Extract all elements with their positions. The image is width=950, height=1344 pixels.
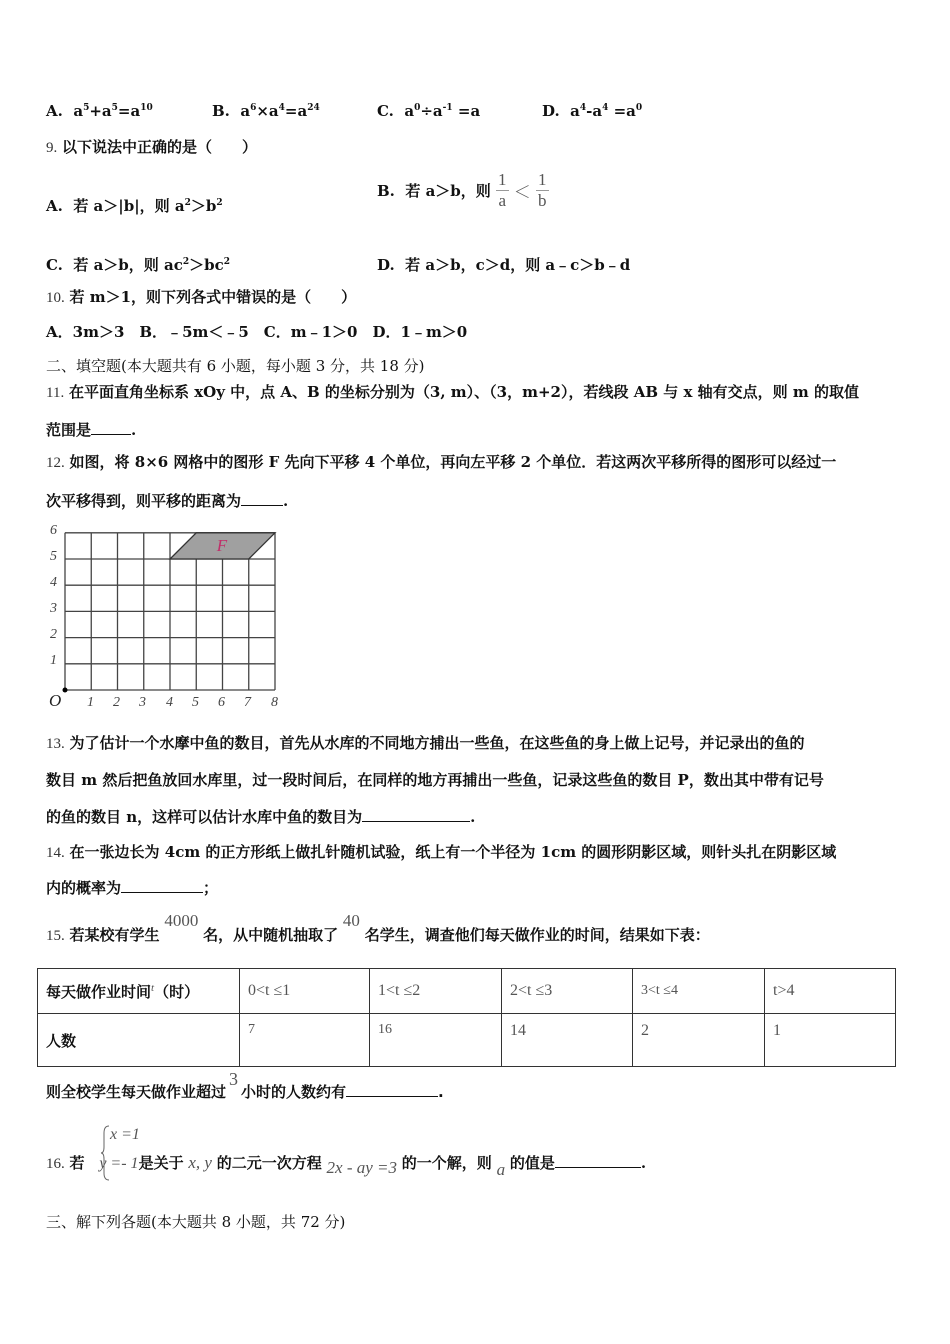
- option-label: D.: [377, 256, 395, 274]
- interval-cell: 0<t ≤1: [240, 969, 370, 1014]
- section-2-title: 二、填空题(本大题共有 6 小题，每小题 3 分，共 18 分): [46, 357, 425, 375]
- coordinate-grid: [46, 520, 296, 710]
- svg-text:1: 1: [87, 695, 94, 710]
- equation-x: x =1: [110, 1126, 140, 1143]
- q13-line-2: 数目 m 然后把鱼放回水库里，过一段时间后，在同样的地方再捕出一些鱼，记录这些鱼的数目 P，数出其中带有记号: [46, 771, 824, 789]
- q16-stem: [46, 1153, 647, 1179]
- question-number: 14.: [46, 845, 65, 861]
- row-label-cell: 人数: [38, 1014, 240, 1067]
- answer-blank[interactable]: [91, 420, 131, 435]
- q11-line-2: [46, 420, 136, 440]
- sample-size: 40: [342, 911, 360, 930]
- section-3-title: 三、解下列各题(本大题共 8 小题，共 72 分): [46, 1213, 346, 1231]
- period: .: [470, 808, 476, 826]
- option-label: D.: [542, 102, 560, 120]
- q9-stem: [46, 137, 257, 158]
- question-text: 若某校有学生: [69, 926, 160, 944]
- option-label: C.: [46, 256, 63, 274]
- svg-text:6: 6: [218, 695, 225, 710]
- question-text: 是关于: [138, 1154, 184, 1172]
- question-text: 若 m＞1，则下列各式中错误的是（ ）: [69, 288, 357, 306]
- svg-text:3: 3: [139, 695, 146, 710]
- svg-text:2: 2: [50, 627, 57, 642]
- question-text: 范围是: [46, 421, 92, 439]
- semicolon: ；: [203, 879, 219, 897]
- q11-line-1: [46, 382, 859, 403]
- answer-blank[interactable]: [241, 491, 283, 506]
- question-number: 13.: [46, 736, 65, 752]
- svg-text:5: 5: [192, 695, 199, 710]
- q15-follow-up: [46, 1069, 444, 1102]
- q10-options: A．3m＞3 B．﹣5m＜﹣5 C．m﹣1＞0 D．1﹣m＞0: [46, 323, 468, 341]
- question-text: 以下说法中正确的是（ ）: [62, 138, 258, 156]
- question-number: 12.: [46, 455, 65, 471]
- count-cell: 1: [765, 1014, 896, 1067]
- variables-xy: x, y: [188, 1153, 212, 1172]
- variable-a: a: [496, 1160, 506, 1179]
- option-text: 若 a＞b，c＞d，则 a﹣c＞b﹣d: [405, 256, 631, 274]
- svg-text:O: O: [49, 691, 62, 710]
- q13-line-3: [46, 807, 475, 827]
- count-cell: 16: [370, 1014, 502, 1067]
- question-text: 的鱼的数目 n，这样可以估计水库中鱼的数目为: [46, 808, 363, 826]
- q9-option-a: [46, 195, 223, 216]
- question-text: 如图，将 8×6 网格中的图形 F 先向下平移 4 个单位，再向左平移 2 个单位．若这两次平移所得的图形可以经过一: [69, 453, 837, 471]
- interval-cell: 2<t ≤3: [502, 969, 633, 1014]
- q10-stem: [46, 287, 356, 308]
- svg-text:4: 4: [50, 575, 57, 590]
- svg-text:6: 6: [50, 523, 57, 538]
- q12-line-1: [46, 452, 836, 473]
- student-total: 4000: [164, 911, 199, 930]
- table-count-row: [38, 1014, 896, 1067]
- header-label-cell: 每天做作业时间$^t$（时）: [38, 969, 240, 1014]
- option-label: A.: [46, 102, 63, 120]
- hours-threshold: 3: [229, 1069, 239, 1089]
- answer-blank[interactable]: [362, 807, 470, 822]
- count-cell: 2: [633, 1014, 765, 1067]
- answer-blank[interactable]: [346, 1082, 438, 1097]
- interval-cell: 1<t ≤2: [370, 969, 502, 1014]
- question-text: 的值是: [509, 1154, 555, 1172]
- option-label: A.: [46, 197, 63, 215]
- interval-cell: t>4: [765, 969, 896, 1014]
- option-text: $a^6\times a^4=a^{24}$: [240, 102, 320, 120]
- option-text: $a^4-a^4 =a^0$: [570, 102, 643, 120]
- question-text: 则全校学生每天做作业超过: [46, 1083, 227, 1101]
- question-number: 11.: [46, 385, 65, 401]
- option-label: B.: [212, 102, 230, 120]
- q12-line-2: [46, 491, 288, 511]
- interval-cell: 3<t ≤4: [633, 969, 765, 1014]
- question-text: 小时的人数约有: [241, 1083, 347, 1101]
- period: .: [438, 1083, 444, 1101]
- question-number: 9.: [46, 140, 58, 156]
- svg-text:2: 2: [113, 695, 120, 710]
- option-label: C.: [377, 102, 394, 120]
- table-header-row: [38, 969, 896, 1014]
- question-text: 若: [69, 1154, 85, 1172]
- svg-text:4: 4: [166, 695, 173, 710]
- period: .: [131, 421, 137, 439]
- option-text: $a^0\div a^{-1} =a$: [404, 102, 481, 120]
- svg-text:3: 3: [50, 601, 57, 616]
- question-number: 10.: [46, 290, 65, 306]
- q15-stem: [46, 911, 710, 946]
- question-text: 为了估计一个水摩中鱼的数目，首先从水库的不同地方捕出一些鱼，在这些鱼的身上做上记号，并记录出的鱼的: [69, 734, 805, 752]
- period: .: [283, 492, 289, 510]
- q9-option-d: [377, 254, 630, 275]
- question-text: 次平移得到，则平移的距离为: [46, 492, 242, 510]
- option-text: 若 a＞b，则: [405, 182, 491, 200]
- option-text: $a^5+a^5=a^{10}$: [73, 102, 153, 120]
- fraction-1-over-b: $\frac{1}{b}$: [538, 170, 547, 210]
- equation-y: y =- 1: [99, 1155, 139, 1172]
- option-text: 若 a＞b，则 $ac^2>bc^2$: [73, 256, 231, 274]
- svg-text:5: 5: [50, 549, 57, 564]
- q14-line-1: [46, 842, 836, 863]
- period: .: [640, 1154, 647, 1172]
- question-text: 内的概率为: [46, 879, 122, 897]
- svg-text:8: 8: [271, 695, 278, 710]
- option-text: 若 a＞|b|，则 $a^2>b^2$: [73, 197, 223, 215]
- question-text: 名学生，调查他们每天做作业的时间，结果如下表：: [364, 926, 710, 944]
- linear-equation: 2x - ay =3: [326, 1158, 398, 1177]
- q9-option-b: [377, 170, 549, 211]
- grid-figure: [46, 520, 296, 710]
- homework-time-table: [37, 968, 896, 1067]
- less-than-sign: ＜: [513, 183, 531, 202]
- q8-option-c: [377, 102, 480, 120]
- q13-line-1: [46, 733, 805, 754]
- answer-blank[interactable]: [555, 1153, 641, 1168]
- q8-option-a: [46, 102, 153, 120]
- q8-option-d: [542, 102, 642, 120]
- count-cell: 7: [240, 1014, 370, 1067]
- svg-text:7: 7: [244, 695, 251, 710]
- q14-line-2: [46, 878, 218, 898]
- question-text: 在一张边长为 4cm 的正方形纸上做扎针随机试验，纸上有一个半径为 1cm 的圆形阴影区域，则针头扎在阴影区域: [69, 843, 837, 861]
- count-cell: 14: [502, 1014, 633, 1067]
- svg-text:1: 1: [50, 653, 57, 668]
- option-label: B.: [377, 181, 395, 200]
- question-text: 的二元一次方程: [216, 1154, 322, 1172]
- q8-option-b: [212, 102, 320, 120]
- question-number: 16.: [46, 1156, 65, 1172]
- svg-text:F: F: [216, 536, 228, 555]
- question-number: 15.: [46, 928, 65, 944]
- question-text: 名，从中随机抽取了: [203, 926, 339, 944]
- question-text: 在平面直角坐标系 xOy 中，点 A、B 的坐标分别为（3, m）、（3，m+2），若线段 AB 与 x 轴有交点，则 m 的取值: [68, 383, 859, 401]
- answer-blank[interactable]: [121, 878, 203, 893]
- question-text: 的一个解，则: [401, 1154, 492, 1172]
- q9-option-c: [46, 254, 230, 275]
- fraction-1-over-a: $\frac{1}{a}$: [498, 170, 507, 210]
